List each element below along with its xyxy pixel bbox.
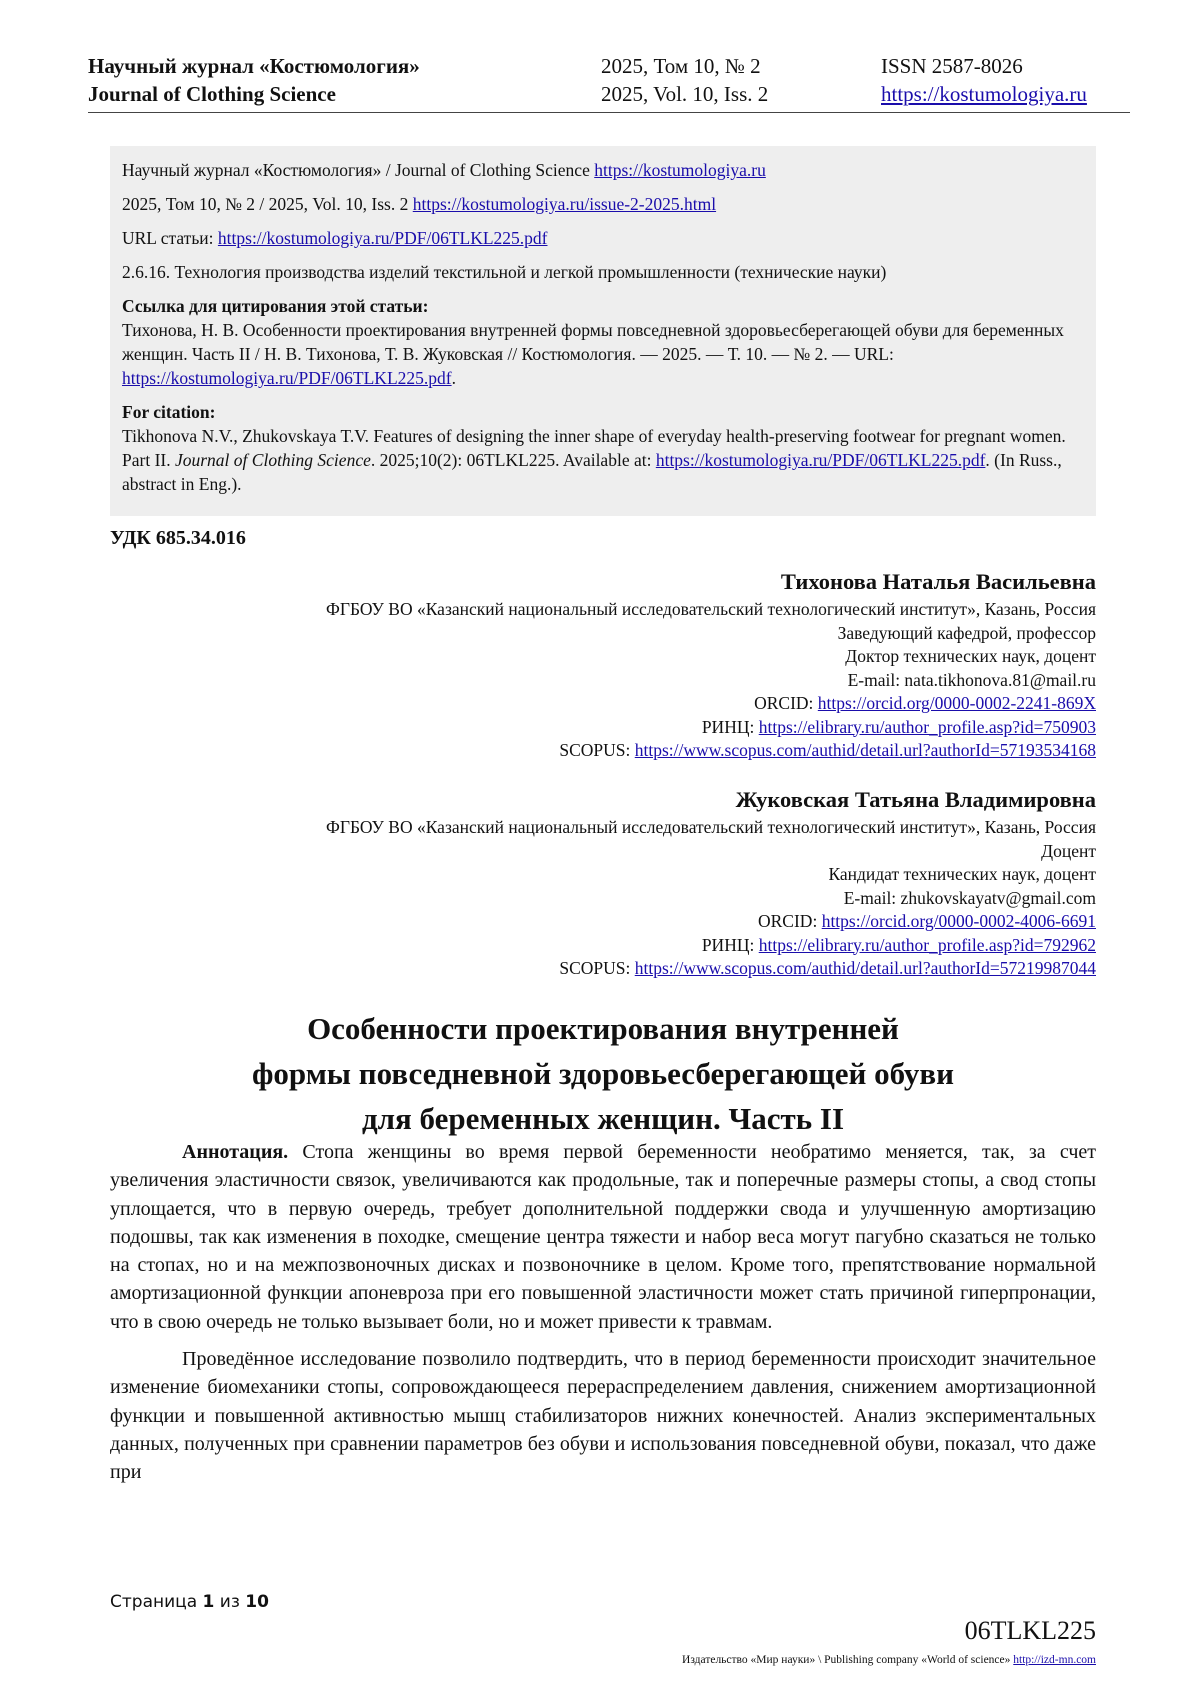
- title-line-2: формы повседневной здоровьесберегающей обуви: [251, 1056, 955, 1091]
- title-line-1: Особенности проектирования внутренней: [307, 1011, 899, 1046]
- info-line-journal: [122, 158, 1084, 182]
- info-line-issue: [122, 192, 1084, 216]
- publisher-link[interactable]: http://izd-mn.com: [1013, 1654, 1096, 1666]
- article-title: [110, 1006, 1096, 1141]
- author-2-scopus-label: SCOPUS:: [559, 958, 635, 978]
- author-1-rinc-link[interactable]: https://elibrary.ru/author_profile.asp?id=750903: [758, 716, 1096, 737]
- abstract-label: Аннотация.: [182, 1141, 289, 1163]
- author-1-affiliation: ФГБОУ ВО «Казанский национальный исследовательский технологический институт», Казань, Россия: [326, 599, 1096, 619]
- page-current: 1: [202, 1592, 215, 1612]
- abstract-paragraph-1: [110, 1138, 1096, 1336]
- info-journal-text: Научный журнал «Костюмология» / Journal of Clothing Science: [122, 160, 595, 180]
- journal-header: [88, 52, 1112, 112]
- author-1-scopus-link[interactable]: https://www.scopus.com/authid/detail.url?authorId=57193534168: [634, 740, 1096, 760]
- author-2-orcid-link[interactable]: https://orcid.org/0000-0002-4006-6691: [821, 911, 1096, 931]
- page-total: 10: [245, 1592, 269, 1612]
- author-2-position: Доцент: [1041, 840, 1096, 861]
- author-2-degree: Кандидат технических наук, доцент: [828, 864, 1096, 884]
- author-2-rinc-line: [326, 934, 1096, 958]
- author-2-scopus-link[interactable]: https://www.scopus.com/authid/detail.url?authorId=57219987044: [634, 958, 1096, 978]
- info-journal-link[interactable]: https://kostumologiya.ru: [594, 160, 766, 180]
- header-divider: [88, 112, 1130, 113]
- author-2-rinc-link[interactable]: https://elibrary.ru/author_profile.asp?id=792962: [758, 934, 1096, 955]
- author-block-1: [326, 566, 1096, 763]
- author-2-rinc-label: РИНЦ:: [701, 934, 759, 955]
- citation-en-label: For citation:: [122, 402, 216, 422]
- udk-code: УДК 685.34.016: [110, 527, 246, 549]
- issue-info: [601, 52, 768, 108]
- citation-en-journal: Journal of Clothing Science: [174, 450, 371, 470]
- info-line-speciality: 2.6.16. Технология производства изделий текстильной и легкой промышленности (технические науки): [122, 262, 887, 282]
- author-1-email: E-mail: nata.tikhonova.81@mail.ru: [847, 669, 1096, 690]
- author-1-orcid-link[interactable]: https://orcid.org/0000-0002-2241-869X: [817, 693, 1096, 713]
- article-code: 06TLKL225: [964, 1616, 1096, 1645]
- author-1-name: Тихонова Наталья Васильевна: [780, 569, 1096, 594]
- author-2-orcid-line: [326, 910, 1096, 934]
- author-2-email: E-mail: zhukovskayatv@gmail.com: [843, 887, 1096, 908]
- citation-ru-link[interactable]: https://kostumologiya.ru/PDF/06TLKL225.pdf: [122, 368, 452, 388]
- author-1-degree: Доктор технических наук, доцент: [845, 646, 1096, 666]
- page-number: [110, 1592, 269, 1612]
- page-mid: из: [214, 1592, 246, 1612]
- journal-name-ru: Научный журнал «Костюмология»: [88, 54, 420, 78]
- author-2-name: Жуковская Татьяна Владимировна: [735, 787, 1096, 812]
- author-1-orcid-label: ORCID:: [754, 693, 818, 713]
- issn: ISSN 2587-8026: [881, 54, 1023, 78]
- author-2-scopus-line: [326, 957, 1096, 981]
- abstract: [110, 1138, 1096, 1496]
- author-1-scopus-label: SCOPUS:: [559, 740, 635, 760]
- author-1-position: Заведующий кафедрой, профессор: [837, 622, 1096, 643]
- citation-en-text2: . 2025;10(2): 06TLKL225. Available at:: [370, 450, 656, 470]
- issn-info: [881, 52, 1087, 108]
- publisher-text: Издательство «Мир науки» \ Publishing company «World of science»: [682, 1654, 1014, 1666]
- citation-en-end: . (In Russ., abstract in Eng.).: [122, 450, 1062, 494]
- author-1-rinc-line: [326, 716, 1096, 740]
- citation-ru-text: Тихонова, Н. В. Особенности проектирования внутренней формы повседневной здоровьесберегающей обуви для беременных женщин. Часть II / Н. В. Тихонова, Т. В. Жуковская // Костюмология. — 2025. — Т. 10. — № 2. — URL:: [122, 320, 1064, 364]
- author-1-orcid-line: [326, 692, 1096, 716]
- author-1-scopus-line: [326, 739, 1096, 763]
- citation-ru-label: Ссылка для цитирования этой статьи:: [122, 296, 429, 316]
- author-2-orcid-label: ORCID:: [758, 911, 822, 931]
- citation-ru-end: .: [451, 368, 456, 388]
- citation-box: [110, 146, 1096, 516]
- info-url-text: URL статьи:: [122, 228, 218, 248]
- journal-name: [88, 52, 420, 108]
- journal-name-en: Journal of Clothing Science: [88, 82, 336, 106]
- info-url-link[interactable]: https://kostumologiya.ru/PDF/06TLKL225.pdf: [217, 228, 548, 248]
- author-block-2: [326, 784, 1096, 981]
- publisher-line: [682, 1654, 1096, 1666]
- info-line-url: [122, 226, 1084, 250]
- info-issue-text: 2025, Том 10, № 2 / 2025, Vol. 10, Iss. 2: [122, 194, 413, 214]
- site-link[interactable]: https://kostumologiya.ru: [881, 82, 1087, 106]
- issue-ru: 2025, Том 10, № 2: [601, 54, 761, 78]
- abstract-paragraph-2: Проведённое исследование позволило подтвердить, что в период беременности происходит значительное изменение биомеханики стопы, сопровождающееся перераспределением давления, снижением амортизационной функции и повышенной активностью мышц стабилизаторов нижних конечностей. Анализ экспериментальных данных, полученных при сравнении параметров без обуви и использования повседневной обуви, показал, что даже при: [110, 1348, 1096, 1484]
- citation-en-link[interactable]: https://kostumologiya.ru/PDF/06TLKL225.pdf: [655, 450, 986, 470]
- issue-en: 2025, Vol. 10, Iss. 2: [601, 82, 769, 106]
- citation-en: [122, 400, 1084, 496]
- abstract-p1-text: Стопа женщины во время первой беременности необратимо меняется, так, за счет увеличения эластичности связок, увеличиваются как продольные, так и поперечные размеры стопы, а свод стопы уплощается, что в первую очередь, требует дополнительной поддержки свода и улучшенную амортизацию подошвы, так как изменения в походке, смещение центра тяжести и набор веса могут пагубно сказаться не только на стопах, но и на межпозвоночных дисках и позвоночнике в целом. Кроме того, препятствование нормальной амортизационной функции апоневроза при его повышенной эластичности может стать причиной гиперпронации, что в свою очередь не только вызывает боли, но и может привести к травмам.: [110, 1141, 1096, 1333]
- citation-ru: [122, 294, 1084, 390]
- info-issue-link[interactable]: https://kostumologiya.ru/issue-2-2025.html: [412, 194, 717, 214]
- author-2-affiliation: ФГБОУ ВО «Казанский национальный исследовательский технологический институт», Казань, Россия: [326, 817, 1096, 837]
- page-prefix: Страница: [110, 1592, 203, 1612]
- citation-en-text1: Tikhonova N.V., Zhukovskaya T.V. Features of designing the inner shape of everyday health-preserving footwear for pregnant women. Part II.: [122, 426, 1066, 470]
- title-line-3: для беременных женщин. Часть II: [361, 1101, 845, 1136]
- author-1-rinc-label: РИНЦ:: [701, 716, 759, 737]
